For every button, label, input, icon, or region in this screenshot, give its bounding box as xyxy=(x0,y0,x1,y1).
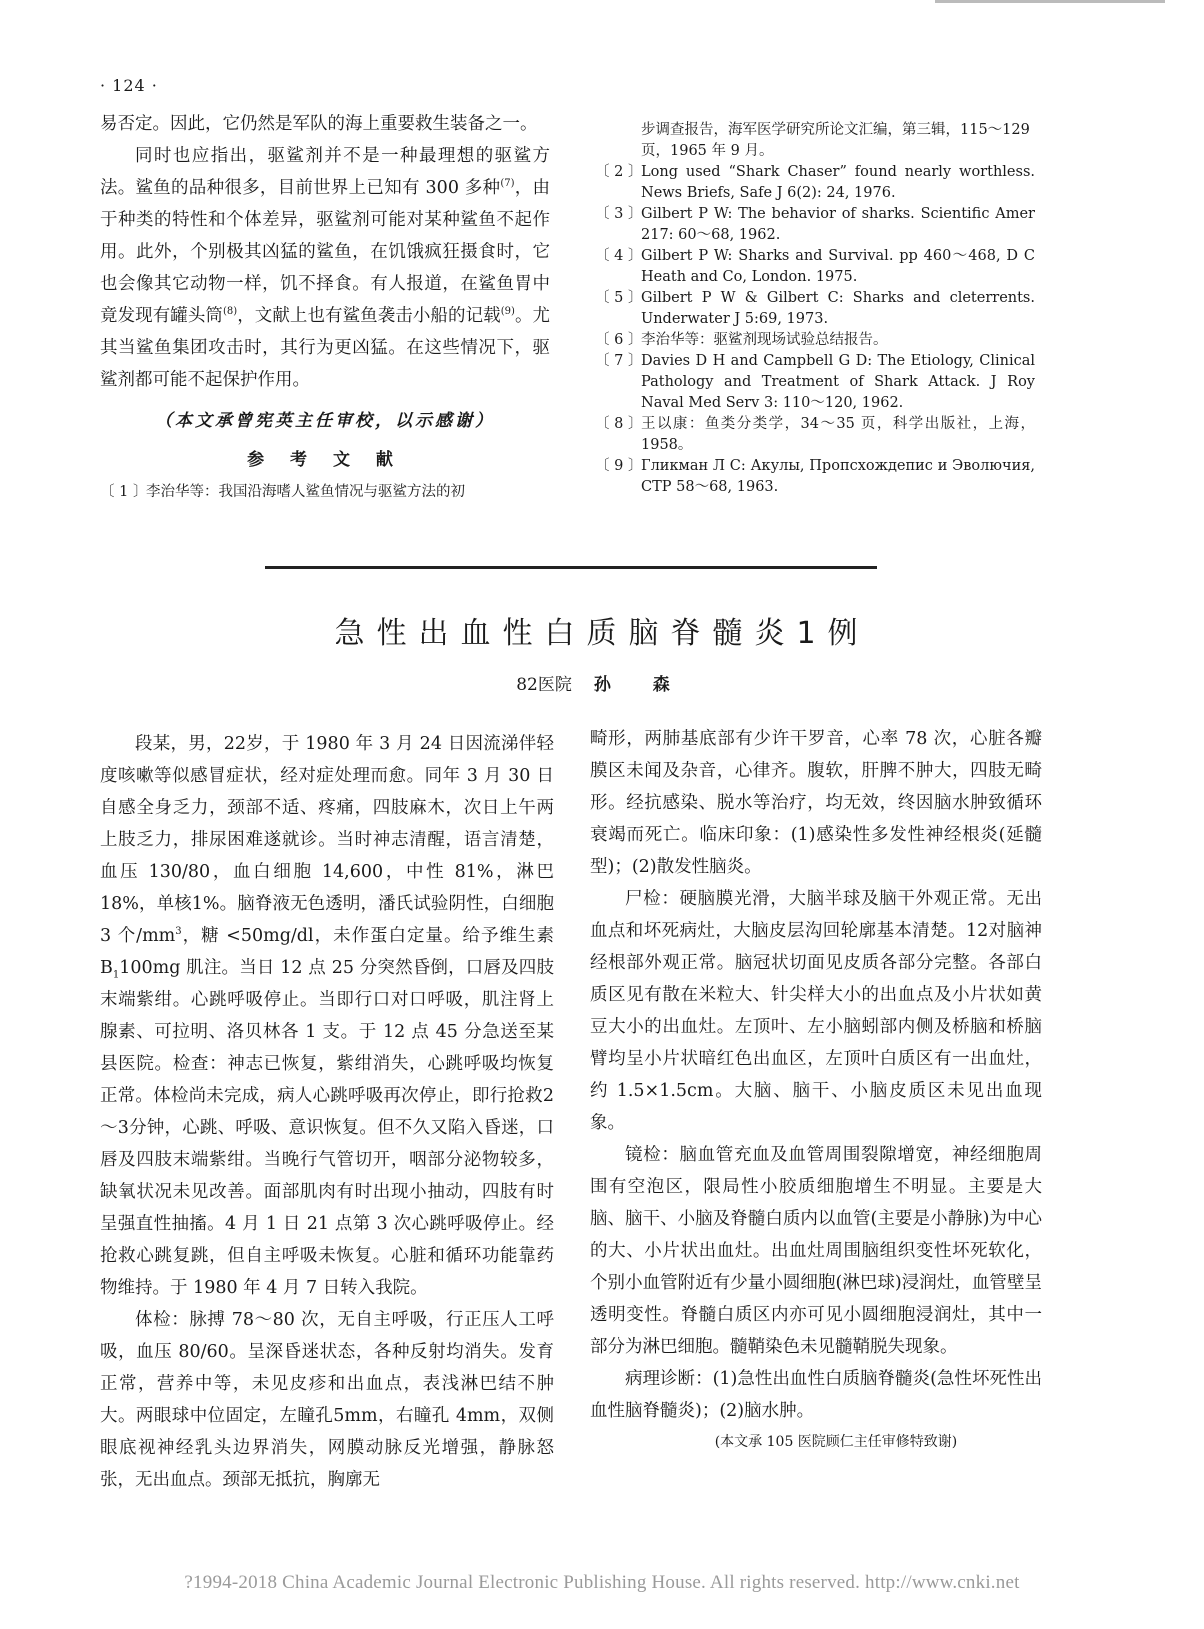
reference-item: 〔 1 〕 李治华等：我国沿海嗜人鲨鱼情况与驱鲨方法的初 xyxy=(100,482,550,503)
reference-list xyxy=(100,482,550,503)
previous-article-paragraph: 易否定。因此，它仍然是军队的海上重要救生装备之一。 xyxy=(100,114,538,134)
reference-list-continued xyxy=(595,120,1035,498)
header-rule xyxy=(935,0,1165,3)
diagnosis-paragraph: 病理诊断：(1)急性出血性白质脑脊髓炎(急性坏死性出血性脑脊髓炎)；(2)脑水肿。 xyxy=(590,1369,1042,1421)
article-divider xyxy=(265,566,877,569)
previous-article-paragraph: 同时也应指出，驱鲨剂并不是一种最理想的驱鲨方法。鲨鱼的品种很多，目前世界上已知有 300 多种$^{(7)}$，由于种类的特性和个体差异，驱鲨剂可能对某种鲨鱼不起作用。此外，个别极其凶猛的鲨鱼，在饥饿疯狂摄食时，它也会像其它动物一样，饥不择食。有人报道，在鲨鱼胃中竟发现有罐头筒$^{(8)}$，文献上也有鲨鱼袭击小船的记载$^{(9)}$。尤其当鲨鱼集团攻击时，其行为更凶猛。在这些情况下，驱鲨剂都可能不起保护作用。 xyxy=(100,146,551,390)
copyright-footer: ?1994-2018 China Academic Journal Electronic Publishing House. All rights reserved. http://www.cnki.net xyxy=(184,1572,1020,1593)
affiliation: 82医院 xyxy=(516,675,572,695)
reference-number: 〔 1 〕 xyxy=(100,484,148,500)
article-left-column xyxy=(100,728,554,1496)
reference-item: 〔 4 〕 Gilbert P W: Sharks and Survival. pp 460～468, D C Heath and Co, London. 1975. xyxy=(595,248,1035,285)
reference-item: 〔 6 〕 李治华等：驱鲨剂现场试验总结报告。 xyxy=(595,332,888,348)
reference-item: 〔 8 〕 王以康：鱼类分类学，34～35 页，科学出版社，上海，1958。 xyxy=(595,416,1035,453)
reference-item: 〔 7 〕 Davies D H and Campbell G D: The Etiology, Clinical Pathology and Treatment of Shark Attack. J Roy Naval Med Serv 3: 110～120, 1962. xyxy=(595,353,1035,411)
reference-item: 〔 5 〕 Gilbert P W & Gilbert C: Sharks and cleterrents. Underwater J 5:69, 1973. xyxy=(595,290,1035,327)
physical-exam-paragraph: 体检：脉搏 78～80 次，无自主呼吸，行正压人工呼吸，血压 80/60。呈深昏迷状态，各种反射均消失。发育正常，营养中等，未见皮疹和出血点，表浅淋巴结不肿大。两眼球中位固定，左瞳孔5mm，右瞳孔 4mm，双侧眼底视神经乳头边界消失，网膜动脉反光增强，静脉怒张，无出血点。颈部无抵抗，胸廓无 xyxy=(100,1310,554,1490)
autopsy-paragraph: 尸检：硬脑膜光滑，大脑半球及脑干外观正常。无出血点和坏死病灶，大脑皮层沟回轮廓基本清楚。12对脑神经根部外观正常。脑冠状切面见皮质各部分完整。各部白质区见有散在米粒大、针尖样大小的出血点及小片状如黄豆大小的出血灶。左顶叶、左小脑蚓部内侧及桥脑和桥脑臂均呈小片状暗红色出血区，左顶叶白质区有一出血灶，约 1.5×1.5cm。大脑、脑干、小脑皮质区未见出血现象。 xyxy=(590,889,1042,1133)
reference-item: 〔 3 〕 Gilbert P W: The behavior of sharks. Scientific Amer 217: 60～68, 1962. xyxy=(595,206,1035,243)
byline xyxy=(0,670,1204,695)
previous-article-left-column xyxy=(100,108,550,503)
citation: (9) xyxy=(500,306,515,318)
citation: (8) xyxy=(222,306,238,318)
reference-item: 〔 2 〕 Long used “Shark Chaser” found nearly worthless. News Briefs, Safe J 6(2): 24, 1976. xyxy=(595,164,1035,201)
citation: (7) xyxy=(500,178,515,190)
page-number: · 124 · xyxy=(100,76,158,95)
body-paragraph: 畸形，两肺基底部有少许干罗音，心率 78 次，心脏各瓣膜区未闻及杂音，心律齐。腹软，肝脾不肿大，四肢无畸形。经抗感染、脱水等治疗，均无效，终因脑水肿致循环衰竭而死亡。临床印象：(1)感染性多发性神经根炎(延髓型)；(2)散发性脑炎。 xyxy=(590,729,1042,877)
reference-continuation: 步调查报告，海军医学研究所论文汇编，第三辑，115～129 页，1965 年 9 月。 xyxy=(641,122,1030,159)
case-history-paragraph: 段某，男，22岁，于 1980 年 3 月 24 日因流涕伴轻度咳嗽等似感冒症状，经对症处理而愈。同年 3 月 30 日自感全身乏力，颈部不适、疼痛，四肢麻木，次日上午两上肢乏力，排尿困难遂就诊。当时神志清醒，语言清楚，血压 130/80，血白细胞 14,600，中性 81%，淋巴 18%，单核1%。脑脊液无色透明，潘氏试验阴性，白细胞 3 个$/mm^3$，糖 <50mg/dl，未作蛋白定量。给予维生素 $B_1100mg$ 肌注。当日 12 点 25 分突然昏倒，口唇及四肢末端紫绀。心跳呼吸停止。当即行口对口呼吸，肌注肾上腺素、可拉明、洛贝林各 1 支。于 12 点 45 分急送至某县医院。检查：神志已恢复，紫绀消失，心跳呼吸均恢复正常。体检尚未完成，病人心跳呼吸再次停止，即行抢救2～3分钟，心跳、呼吸、意识恢复。但不久又陷入昏迷，口唇及四肢末端紫绀。当晚行气管切开，咽部分泌物较多，缺氧状况未见改善。面部肌肉有时出现小抽动，四肢有时呈强直性抽搐。4 月 1 日 21 点第 3 次心跳呼吸停止。经抢救心跳复跳，但自主呼吸未恢复。心脏和循环功能靠药物维持。于 1980 年 4 月 7 日转入我院。 xyxy=(100,734,554,1298)
author: 孙 森 xyxy=(593,675,688,695)
references-heading: 参 考 文 献 xyxy=(247,450,403,470)
acknowledgement: (本文承 105 医院顾仁主任审修特致谢) xyxy=(714,1434,958,1450)
microscopy-paragraph: 镜检：脑血管充血及血管周围裂隙增宽，神经细胞周围有空泡区，限局性小胶质细胞增生不明显。主要是大脑、脑干、小脑及脊髓白质内以血管(主要是小静脉)为中心的大、小片状出血灶。出血灶周围脑组织变性坏死软化，个别小血管附近有少量小圆细胞(淋巴球)浸润灶，血管壁呈透明变性。脊髓白质区内亦可见小圆细胞浸润灶，其中一部分为淋巴细胞。髓鞘染色未见髓鞘脱失现象。 xyxy=(590,1145,1042,1357)
reference-item: 〔 9 〕 Гликман Л С: Акулы, Пропсхождепис и Эволючия, СТР 58～68, 1963. xyxy=(595,458,1035,495)
acknowledgement: （本文承曾宪英主任审校，以示感谢） xyxy=(155,411,495,431)
article-right-column xyxy=(590,723,1042,1451)
article-title: 急性出血性白质脑脊髓炎1例 xyxy=(334,616,870,651)
